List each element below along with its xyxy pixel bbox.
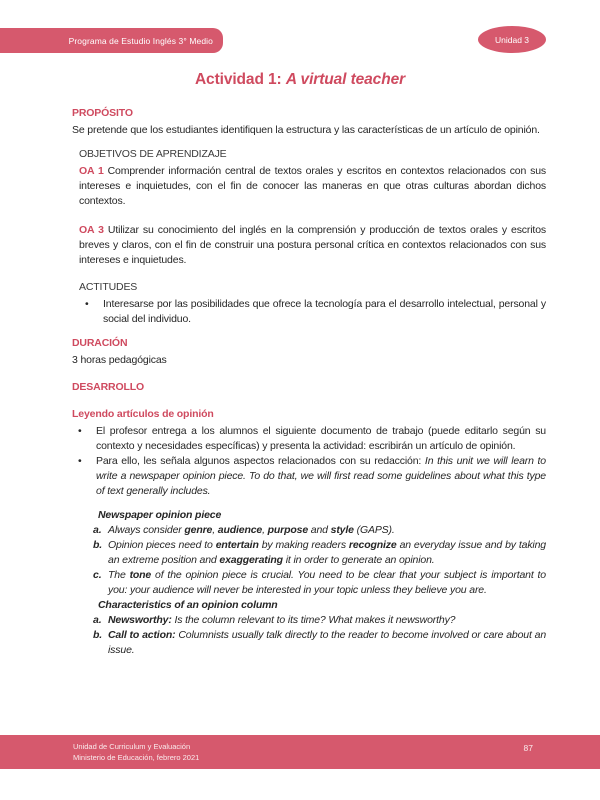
item-text: Always consider genre, audience, purpose and style (GAPS). <box>108 524 395 536</box>
desarrollo-heading: DESARROLLO <box>72 381 145 393</box>
program-badge-label: Programa de Estudio Inglés 3° Medio <box>68 35 213 46</box>
worksheet-characteristics-title: Characteristics of an opinion column <box>98 599 278 611</box>
item-label: a. <box>93 524 102 536</box>
item-label: b. <box>93 539 103 551</box>
bullet-marker: • <box>78 425 82 437</box>
proposito-text: Se pretende que los estudiantes identifiquen la estructura y las características de un artículo de opinión. <box>72 124 540 136</box>
item-label: a. <box>93 614 102 626</box>
objetivos-heading: OBJETIVOS DE APRENDIZAJE <box>79 148 227 160</box>
oa3-text: Utilizar su conocimiento del inglés en la comprensión y producción de textos orales y escritos breves y claros, con el fin de construir una postura personal crítica en contextos relacionados con sus intereses e inquietudes. <box>79 224 546 266</box>
page-number: 87 <box>523 743 533 753</box>
list-item <box>93 613 546 628</box>
list-item <box>93 538 546 568</box>
item-label: c. <box>93 569 102 581</box>
item-text: Call to action: Columnists usually talk directly to the reader to become involved or care about an issue. <box>108 629 547 656</box>
page-title: Actividad 1: A virtual teacher <box>194 71 406 88</box>
list-item <box>93 523 546 538</box>
proposito-heading: PROPÓSITO <box>72 107 133 119</box>
list-item <box>93 568 546 598</box>
duracion-text: 3 horas pedagógicas <box>72 354 167 366</box>
item-text: Opinion pieces need to entertain by making readers recognize an everyday issue and by taking an extreme position and exaggerating it in order to generate an opinion. <box>108 539 546 566</box>
item-text: Newsworthy: Is the column relevant to its time? What makes it newsworthy? <box>108 614 456 626</box>
footer-line-1: Unidad de Curriculum y Evaluación <box>73 742 191 751</box>
desarrollo-subheading: Leyendo artículos de opinión <box>72 408 214 420</box>
actitudes-heading: ACTITUDES <box>79 281 138 293</box>
actitudes-bullet-text: Interesarse por las posibilidades que ofrece la tecnología para el desarrollo intelectual, personal y social del individuo. <box>103 298 546 325</box>
item-text: The tone of the opinion piece is crucial. You need to be clear that your subject is important to you: your audience will never be interested in your topic unless they believe you are. <box>108 569 546 596</box>
oa1-text: Comprender información central de textos orales y escritos en contextos relacionados con sus intereses e inquietudes, con el fin de conocer las maneras en que otras culturas abordan dichos contextos. <box>79 165 546 207</box>
oa3-label: OA 3 <box>79 224 104 236</box>
actitudes-bullet-item <box>79 297 546 327</box>
unit-badge-label: Unidad 3 <box>494 34 530 45</box>
document-body <box>72 106 546 658</box>
duracion-heading: DURACIÓN <box>72 337 128 349</box>
oa1-label: OA 1 <box>79 165 104 177</box>
worksheet-piece-title: Newspaper opinion piece <box>98 509 222 521</box>
desarrollo-bullet-1 <box>72 424 546 454</box>
program-badge <box>0 28 223 53</box>
page-footer <box>0 735 600 769</box>
desarrollo-bullet-2-text: Para ello, les señala algunos aspectos relacionados con su redacción: In this unit we will learn to write a newspaper opinion piece. To do that, we will first read some guidelines about what this type of text generally includes. <box>96 455 546 497</box>
desarrollo-bullet-1-text: El profesor entrega a los alumnos el siguiente documento de trabajo (puede editarlo según su contexto y necesidades específicas) y presenta la actividad: escribirán un artículo de opinión. <box>96 425 546 452</box>
bullet-marker: • <box>78 455 82 467</box>
footer-line-2: Ministerio de Educación, febrero 2021 <box>73 752 200 762</box>
oa3-paragraph <box>79 223 546 268</box>
unit-badge <box>478 26 546 53</box>
oa1-paragraph <box>79 164 546 209</box>
bullet-marker: • <box>85 298 89 310</box>
worksheet-block <box>93 508 546 658</box>
desarrollo-bullet-2 <box>72 454 546 499</box>
footer-credits <box>73 742 199 763</box>
list-item <box>93 628 546 658</box>
item-label: b. <box>93 629 103 641</box>
